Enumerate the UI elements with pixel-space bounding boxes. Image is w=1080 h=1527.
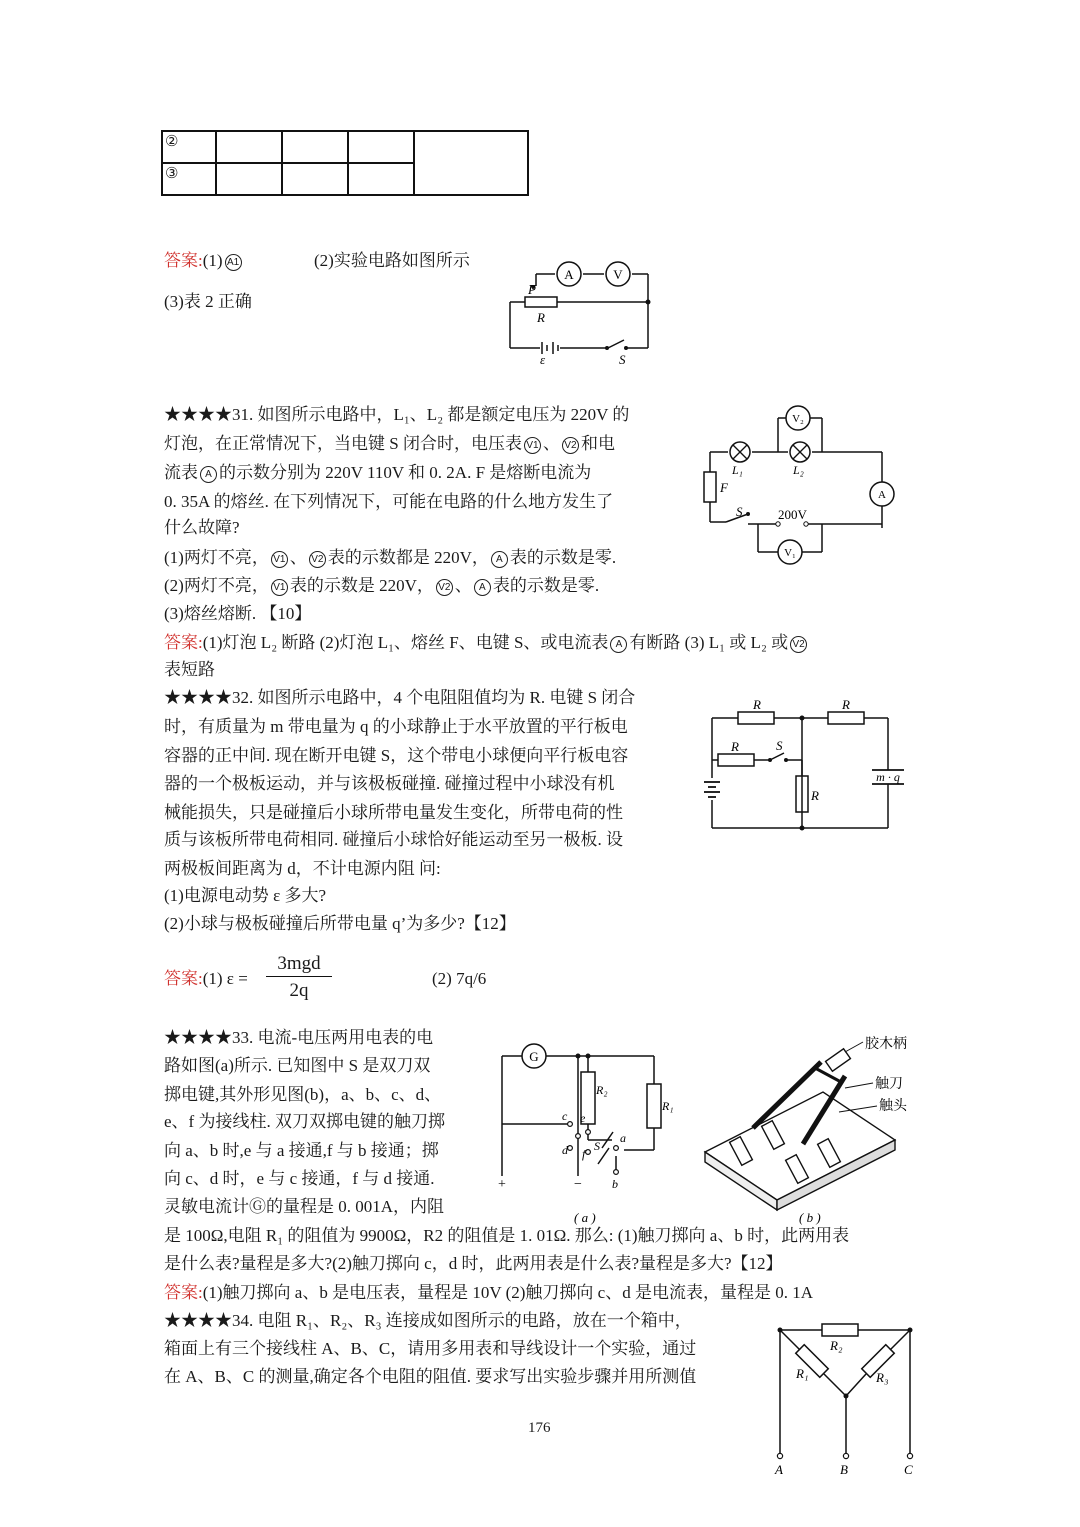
voltmeter-label: V [613,267,623,282]
table-row [162,131,528,163]
page-number: 176 [528,1420,551,1436]
q33-line: e、f 为接线柱. 双刀双掷电键的触刀掷 [164,1112,445,1131]
q31-circuit-figure [698,400,908,572]
blade-label: 触刀 [875,1077,903,1092]
minus-terminal-label: − [574,1177,582,1192]
l1-label: L₁ [732,463,743,477]
v2-label: V₂ [792,413,804,425]
q33-line: ★★★★33. 电流-电压两用电表的电 [164,1028,434,1047]
galvanometer-label: G [529,1049,539,1064]
r2-label: R₂ [596,1083,608,1097]
q31-line: 什么故障? [164,518,240,537]
q33-line: 路如图(a)所示. 已知图中 S 是双刀双 [164,1056,431,1075]
q33-line: 掷电键,其外形见图(b)，a、b、c、d、 [164,1085,442,1104]
r-label: R [842,698,850,712]
handle-label: 胶木柄 [865,1037,907,1052]
r1-label: R₁ [796,1366,809,1381]
switch-label: S [619,352,626,367]
ammeter-symbol: A [200,466,217,483]
row-label: ② [162,131,216,163]
q30-circuit-figure [500,256,670,368]
q32-line: 器的一个极板运动，并与该极板碰撞. 碰撞过程中小球没有机 [164,774,615,793]
figure-b-caption: ( b ) [799,1210,821,1225]
q34-line: ★★★★34. 电阻 R₁、R₂、R₃ 连接成如图所示的电路，放在一个箱中， [164,1311,692,1330]
q30-answer-part2: (2)实验电路如图所示 [314,251,470,270]
ammeter-label: A [564,267,574,282]
q31-line: 灯泡，在正常情况下，当电键 S 闭合时，电压表 V1 、 V2 和电 [164,434,615,453]
q33-answer: 答案:(1)触刀掷向 a、b 是电压表，量程是 10V (2)触刀掷向 c、d 是电流表，量程是 0. 1A [164,1283,813,1302]
q31-answer-cont: 表短路 [164,660,215,679]
q32-line: 质与该板所带电荷相同. 碰撞后小球恰好能运动至另一极板. 设 [164,830,623,849]
q30-answer-line1: 答案:(1) A1 [164,247,244,275]
terminal-b-label: B [840,1462,848,1476]
q33-line: 是 100Ω,电阻 R₁ 的阻值为 9900Ω，R2 的阻值是 1. 01Ω. 那么: (1)触刀掷向 a、b 时，此两用表 [164,1226,850,1245]
q32-line: ★★★★32. 如图所示电路中，4 个电阻阻值均为 R. 电键 S 闭合 [164,688,636,707]
q34-line: 箱面上有三个接线柱 A、B、C，请用多用表和导线设计一个实验，通过 [164,1339,697,1358]
voltmeter-v2-symbol: V2 [790,636,807,653]
q32-line: 时，有质量为 m 带电量为 q 的小球静止于水平放置的平行板电 [164,717,628,736]
terminal-d-label: d [562,1143,568,1157]
q32-line: (2)小球与极板碰撞后所带电量 q’为多少?【12】 [164,914,516,933]
terminal-c-label: C [904,1462,913,1476]
voltmeter-v1-symbol: V1 [524,437,541,454]
plus-terminal-label: + [498,1177,506,1192]
fuse-label: F [720,480,728,495]
r1-label: R₁ [662,1099,674,1113]
terminal-e-label: e [580,1111,586,1125]
voltmeter-v1-symbol: V1 [271,579,288,596]
figure-a-caption: ( a ) [574,1210,596,1225]
terminal-c-label: c [562,1109,568,1123]
ammeter-symbol: A [474,579,491,596]
r3-label: R₃ [876,1370,889,1385]
l2-label: L₂ [793,463,804,477]
row-label: ③ [162,163,216,195]
q33-switch-illustration-b [695,1028,925,1228]
q32-answer-part2: (2) 7q/6 [432,969,487,988]
terminal-b-label: b [612,1177,618,1191]
q31-line: (2)两灯不亮， V1 表的示数是 220V， V2 、 A 表的示数是零. [164,576,600,595]
q33-line: 是什么表?量程是多大?(2)触刀掷向 c，d 时，此两用表是什么表?量程是多大?【12】 [164,1254,783,1273]
switch-label: S [736,504,743,519]
source-voltage-label: 200V [778,507,807,522]
switch-label: S [776,738,783,753]
q31-line: 0. 35A 的熔丝. 在下列情况下，可能在电路的什么地方发生了 [164,492,614,511]
q32-line: 容器的正中间. 现在断开电键 S，这个带电小球便向平行板电容 [164,746,629,765]
ammeter-label: A [878,489,886,501]
r2-label: R₂ [830,1338,843,1353]
q32-line: (1)电源电动势 ε 多大? [164,886,327,905]
q34-resistor-network-figure [770,1318,920,1476]
q32-line: 两极板间距离为 d，不计电源内阻 问: [164,859,441,878]
resistor-label: R [537,310,545,325]
voltmeter-v1-symbol: V1 [271,551,288,568]
voltmeter-v2-symbol: V2 [562,437,579,454]
q33-circuit-figure-a [488,1036,678,1228]
voltmeter-v2-symbol: V2 [309,551,326,568]
r-label: R [731,739,739,754]
terminal-a-label: A [775,1462,783,1476]
q32-answer-fraction: 3mgd 2q [266,952,332,1005]
q31-line: ★★★★31. 如图所示电路中，L₁、L₂ 都是额定电压为 220V 的 [164,405,630,424]
q34-line: 在 A、B、C 的测量,确定各个电阻的阻值. 要求写出实验步骤并用所测值 [164,1367,697,1386]
voltmeter-v2-symbol: V2 [436,579,453,596]
terminal-a-label: a [620,1131,626,1145]
q32-answer-label: 答案:(1) ε = [164,969,248,988]
slider-label: P [528,282,536,297]
q33-line: 向 c、d 时，e 与 c 接通，f 与 d 接通. [164,1169,435,1188]
q33-line: 向 a、b 时,e 与 a 接通,f 与 b 接通；掷 [164,1141,439,1160]
r-label: R [811,788,819,803]
q31-line: (1)两灯不亮， V1 、 V2 表的示数都是 220V， A 表的示数是零. [164,548,617,567]
charged-ball-label: m · q [876,770,900,784]
terminal-f-label: f [582,1147,586,1161]
result-table [161,130,529,196]
switch-label: S [594,1139,600,1153]
q31-line: (3)熔丝熔断. 【10】 [164,604,312,623]
q31-line: 流表 A 的示数分别为 220V 110V 和 0. 2A. F 是熔断电流为 [164,463,592,482]
q33-line: 灵敏电流计Ⓖ的量程是 0. 001A，内阻 [164,1197,445,1216]
q32-circuit-figure [700,698,910,834]
contact-label: 触头 [879,1099,907,1114]
emf-label: ε [540,352,546,367]
ammeter-symbol: A [610,636,627,653]
q31-answer: 答案:(1)灯泡 L₂ 断路 (2)灯泡 L₁、熔丝 F、电键 S、或电流表 A 有断路 (3) L₁ 或 L₂ 或 V2 [164,629,809,657]
r-label: R [753,698,761,712]
ammeter-symbol: A [491,551,508,568]
q30-answer-part3: (3)表 2 正确 [164,292,252,311]
v1-label: V₁ [784,547,796,559]
ammeter-a1-symbol: A1 [225,254,242,271]
q32-line: 械能损失，只是碰撞后小球所带电量发生变化，所带电荷的性 [164,803,623,822]
